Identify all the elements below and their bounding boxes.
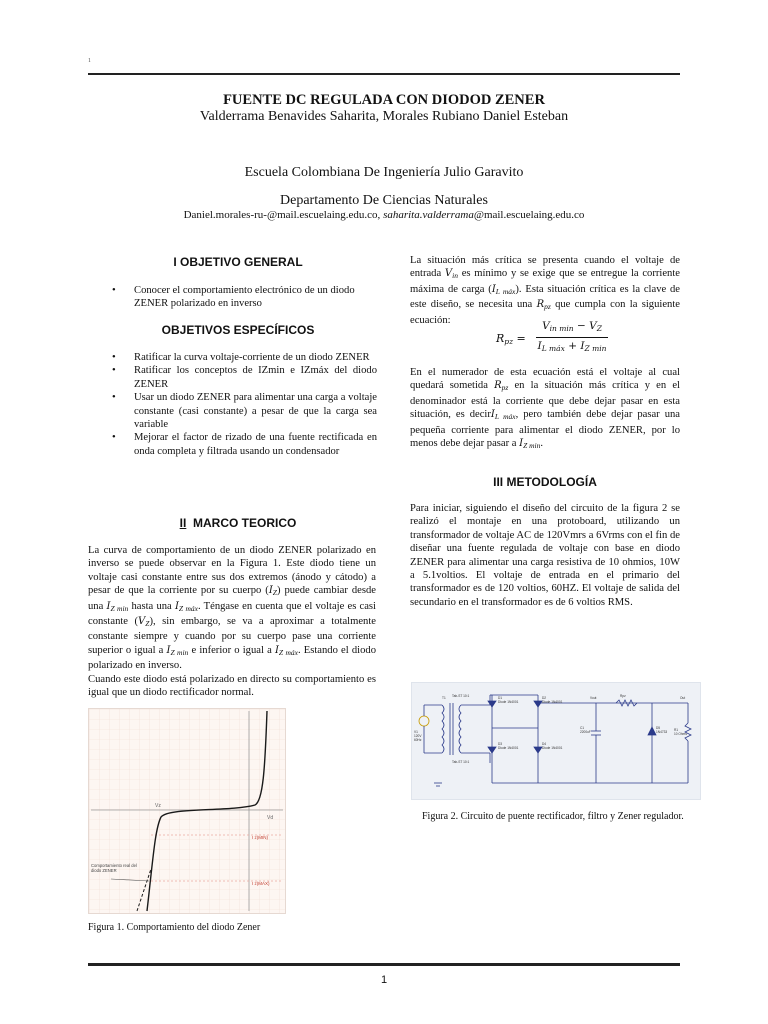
paper-title: FUENTE DC REGULADA CON DIODOD ZENER [223,92,545,108]
label-d2: D2 [542,696,547,700]
label-c1-value: 2200uF [580,730,591,734]
eq-fraction-bar [536,337,608,338]
marco-teorico-heading [88,516,388,530]
list-item: • Ratificar la curva voltaje-corriente de un diodo ZENER [112,352,370,363]
metodologia-text: Para iniciar, siguiendo el diseño del circuito de la figura 2 se realizó el montaje en una protoboard, utilizando un transformador de voltaje AC de 120Vmrs a 6Vrms con el fin de diseñar una fuente regulada de voltaje con base en diodo ZENER para alimentar una carga resistiva de 10 ohmios, 10W a 5.1voltios. El voltaje de entrada en el primario del transformador es de 120 voltios, 60HZ. El voltaje de salida del secundario en el transformador es de 6 voltios RMS. [410,503,680,608]
bullet-icon: • [112,432,116,444]
objetivos-especificos-list [112,351,377,458]
label-d5: D5 [656,726,661,730]
label-vz: Vz [155,803,161,809]
footer-rule [88,963,680,966]
circuit-schematic [412,683,700,799]
diode-d3-icon [488,747,496,753]
figure2-caption: Figura 2. Circuito de puente rectificador, filtro y Zener regulador. [422,811,684,822]
bullet-icon: • [112,365,116,377]
diode-d2-icon [534,701,542,707]
label-v1: V1 [414,730,418,734]
zener-diode-icon [648,727,656,735]
department: Departamento De Ciencias Naturales [280,193,488,208]
objetivos-especificos-heading: OBJETIVOS ESPECÍFICOS [161,323,315,337]
label-tab-1: Tab-ST 10:1 [452,694,470,698]
label-d3-part: Diode 1N4001 [498,746,519,750]
figure1-caption: Figura 1. Comportamiento del diodo Zener [88,922,261,933]
list-item: • Usar un diodo ZENER para alimentar una carga a voltaje constante (casi constante) a pesar de que la carga sea variable [112,392,377,431]
bullet-icon: • [112,352,116,363]
list-item: • Mejorar el factor de rizado de una fuente rectificada en onda completa y filtrada usando un condensador [112,432,377,457]
header-mark: 1 [88,58,91,64]
critical-situation-text: La situación más crítica se presenta cuando el voltaje de entrada $V_{in}$ es mínimo y se exige que se entregue la corriente máxima de carga $(I_{L máx})$. Esta situación crítica es la clave de este diseño, se necesita una $R_{pz}$ que cumpla con la siguiente ecuación: [410,255,681,326]
label-t1: T1 [442,696,446,700]
header-rule [88,73,680,75]
label-r1-value: 10 Ohms [674,732,687,736]
email-first: Daniel.morales-ru-@mail.escuelaing.edu.co, [183,209,384,221]
marco-heading-text: MARCO TEORICO [193,516,297,530]
label-rpz: Rpz [620,694,626,698]
diode-d4-icon [534,747,542,753]
emails [0,209,768,221]
label-d2-part: Diode 1N4001 [542,700,563,704]
label-d5-part: 1N4733 [656,730,668,734]
authors: Valderrama Benavides Saharita, Morales Rubiano Daniel Esteban [199,109,569,124]
label-out: Out [680,696,686,700]
label-d4-part: Diode 1N4001 [542,746,563,750]
marco-heading-num: II [179,516,187,530]
eq-lhs: $R_{pz}$ = [496,332,526,346]
label-zener-real: Comportamiento real del diodo ZENER [91,863,137,873]
eq-denominator: $I_{L máx} + I_{Z min}$ [537,340,607,353]
objetivo-general-list [112,284,384,311]
list-item: • Conocer el comportamiento electrónico de un diodo ZENER polarizado en inverso [112,285,355,310]
figure2-circuit [411,682,701,800]
label-vout: Vout [590,696,597,700]
label-r1: R1 [674,728,679,732]
figure1-plot [88,708,286,914]
label-c1: C1 [580,726,585,730]
zener-curve-plot [89,709,285,913]
objetivo-general-heading: I OBJETIVO GENERAL [173,255,303,269]
label-v: Vd [267,815,274,821]
label-60hz: 60Hz [414,738,422,742]
label-d1-part: Diode 1N4001 [498,700,519,704]
label-d4: D4 [542,742,547,746]
transformer-secondary [459,705,461,753]
bullet-icon: • [112,285,116,296]
page-number: 1 [380,974,388,986]
list-item: • Ratificar los conceptos de IZmin e IZmáx del diodo ZENER [112,365,377,390]
label-120v: 120V [414,734,422,738]
numerator-explanation-text: En el numerador de esta ecuación está el voltaje al cual quedará sometida $R_{pz}$ en la situación más crítica y en el denominador está la corriente que debe dejar pasar en esta situación, es decirI$_{L máx}$, pero también debe dejar pasar una pequeña corriente para alimentar el diodo ZENER, por lo menos debe dejar pasar a $I_{Z min}$. [410,367,680,451]
rpz-equation [496,320,616,360]
email-second-user: saharita.valderrama [383,209,474,221]
label-d3: D3 [498,742,503,746]
bullet-icon: • [112,392,116,404]
label-d1: D1 [498,696,503,700]
school: Escuela Colombiana De Ingeniería Julio Garavito [244,165,524,180]
metodologia-heading: III METODOLOGÍA [493,475,597,489]
ac-source-icon [419,716,429,726]
marco-teorico-text: La curva de comportamiento de un diodo ZENER polarizado en inverso se puede observar en la Figura 1. Este diodo tiene un voltaje casi constante entre sus dos extremos (ánodo y cátodo) a pesar de que la corriente por su cuerpo $(I_Z)$ puede cambiar desde una $I_{Z min}$ hasta una $I_{Z máx}$. Téngase en cuenta que el voltaje es casi constante $(V_Z)$, sin embargo, se va a aproximar a totalmente constante siempre y cuando por su cuerpo pase una corriente superior o igual a $I_{Z min}$ e inferior o igual a $I_{Z máx}$. Estando el diodo polarizado en inverso. Cuando este diodo está polarizado en directo su comportamiento es igual que un diodo rectificador normal. [88,545,377,699]
eq-numerator: $V_{in min} - V_Z$ [542,320,602,333]
transformer-primary [442,705,444,753]
label-tab-2: Tab-ST 10:1 [452,760,470,764]
diode-d1-icon [488,701,496,707]
label-izmin: I z(MIN) [252,835,268,840]
email-second-domain: @mail.escuelaing.edu.co [473,209,585,221]
label-izmax: I z(MAX) [252,881,270,886]
